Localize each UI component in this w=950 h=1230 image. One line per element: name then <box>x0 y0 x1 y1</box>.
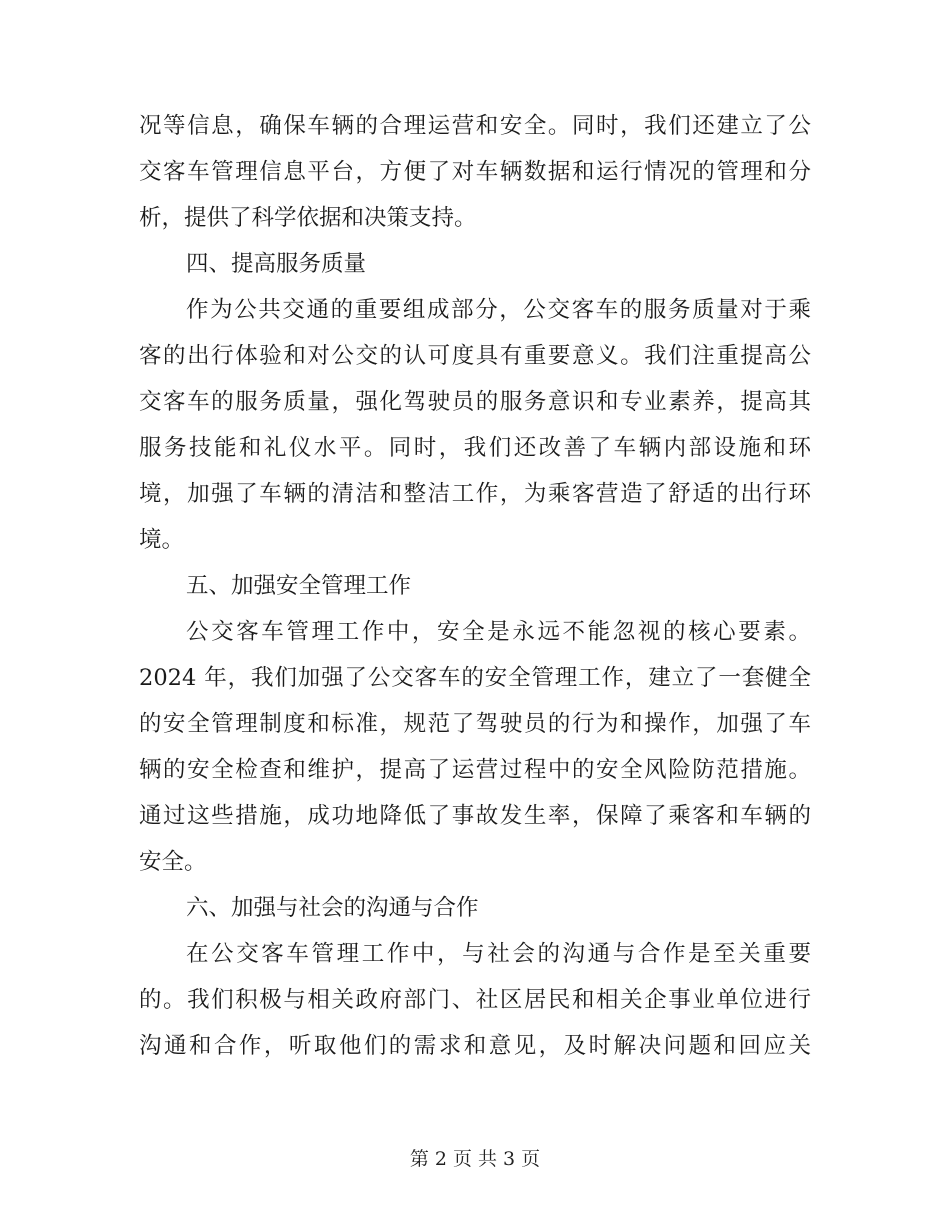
text-line: 服务技能和礼仪水平。同时，我们还改善了车辆内部设施和环 <box>139 435 811 461</box>
text-line: 公交客车管理工作中，安全是永远不能忽视的核心要素。 <box>186 619 811 645</box>
text-line: 安全。 <box>139 849 207 875</box>
text-line: 在公交客车管理工作中，与社会的沟通与合作是至关重要 <box>186 941 811 967</box>
section-heading: 五、加强安全管理工作 <box>186 573 412 599</box>
text-line: 辆的安全检查和维护，提高了运营过程中的安全风险防范措施。 <box>139 757 811 783</box>
section-heading: 四、提高服务质量 <box>186 251 367 277</box>
page-number-footer: 第 2 页 共 3 页 <box>409 1148 541 1170</box>
text-line: 析，提供了科学依据和决策支持。 <box>139 205 477 231</box>
section-heading: 六、加强与社会的沟通与合作 <box>186 895 479 921</box>
text-line: 的。我们积极与相关政府部门、社区居民和相关企事业单位进行 <box>139 987 811 1013</box>
text-line: 作为公共交通的重要组成部分，公交客车的服务质量对于乘 <box>186 297 811 323</box>
text-line: 境。 <box>139 527 185 553</box>
text-line: 交客车管理信息平台，方便了对车辆数据和运行情况的管理和分 <box>139 159 811 185</box>
text-line: 沟通和合作，听取他们的需求和意见，及时解决问题和回应关 <box>139 1033 811 1059</box>
text-line: 境，加强了车辆的清洁和整洁工作，为乘客营造了舒适的出行环 <box>139 481 811 507</box>
text-line: 2024 年，我们加强了公交客车的安全管理工作，建立了一套健全 <box>139 665 811 691</box>
text-line: 交客车的服务质量，强化驾驶员的服务意识和专业素养，提高其 <box>139 389 811 415</box>
text-line: 的安全管理制度和标准，规范了驾驶员的行为和操作，加强了车 <box>139 711 811 737</box>
text-line: 通过这些措施，成功地降低了事故发生率，保障了乘客和车辆的 <box>139 803 811 829</box>
document-body <box>139 103 811 1069</box>
text-line: 客的出行体验和对公交的认可度具有重要意义。我们注重提高公 <box>139 343 811 369</box>
text-line: 况等信息，确保车辆的合理运营和安全。同时，我们还建立了公 <box>139 113 811 139</box>
